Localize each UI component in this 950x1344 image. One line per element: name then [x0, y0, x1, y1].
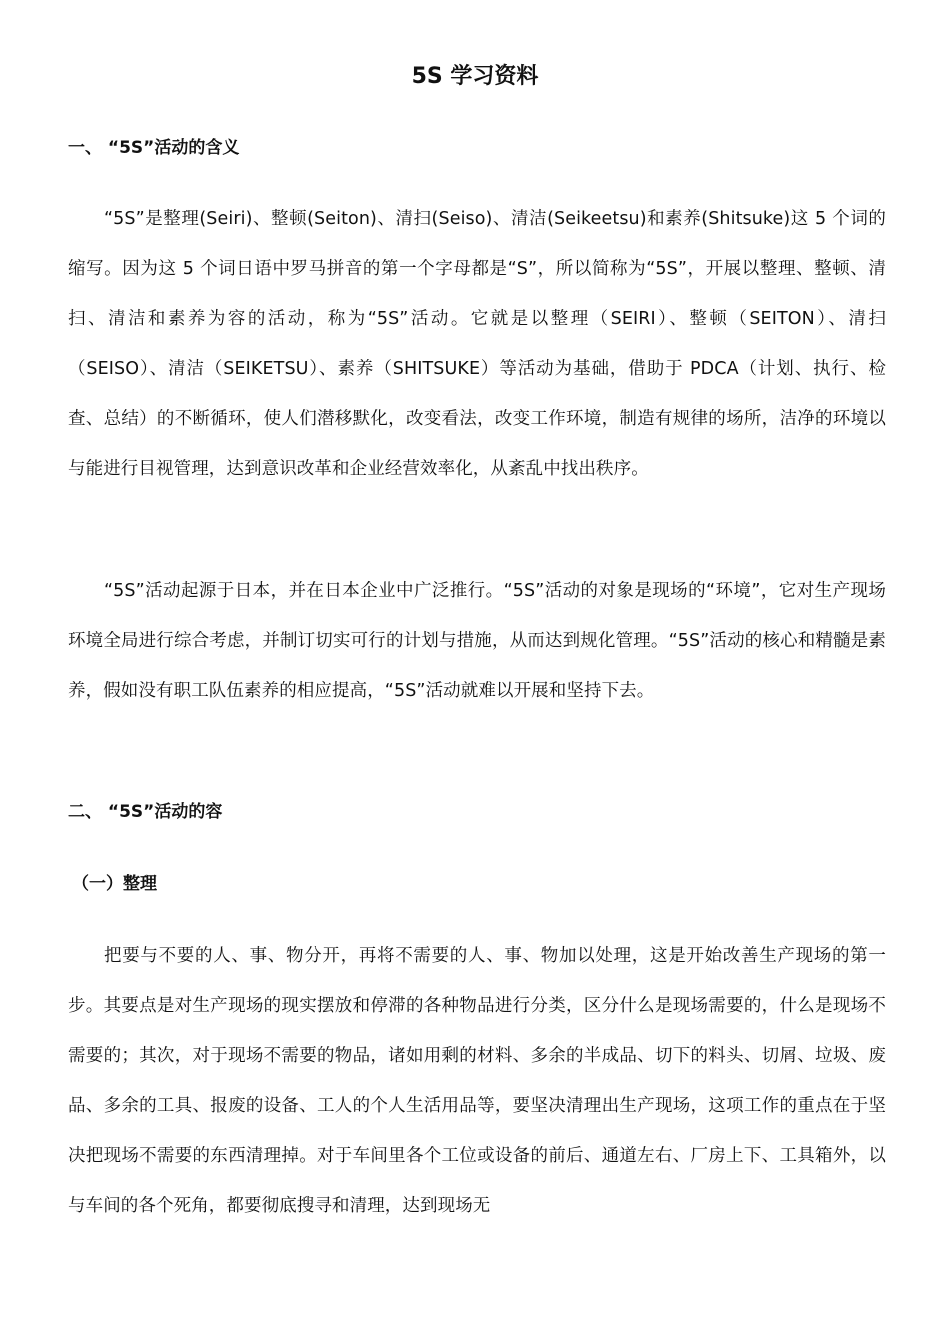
document-title: 5S 学习资料	[411, 64, 539, 89]
section-1-paragraph-2: “5S”活动起源于日本，并在日本企业中广泛推行。“5S”活动的对象是现场的“环境”，它对生产现场环境全局进行综合考虑，并制订切实可行的计划与措施，从而达到规化管理。“5S”活动的核心和精髓是素养，假如没有职工队伍素养的相应提高，“5S”活动就难以开展和坚持下去。	[68, 581, 886, 701]
subsection-1-paragraph: 把要与不要的人、事、物分开，再将不需要的人、事、物加以处理，这是开始改善生产现场的第一步。其要点是对生产现场的现实摆放和停滞的各种物品进行分类，区分什么是现场需要的，什么是现场不需要的；其次，对于现场不需要的物品，诸如用剩的材料、多余的半成品、切下的料头、切屑、垃圾、废品、多余的工具、报废的设备、工人的个人生活用品等，要坚决清理出生产现场，这项工作的重点在于坚决把现场不需要的东西清理掉。对于车间里各个工位或设备的前后、通道左右、厂房上下、工具箱外，以与车间的各个死角，都要彻底搜寻和清理，达到现场无	[68, 946, 886, 1216]
section-1-paragraph-1: “5S”是整理(Seiri)、整顿(Seiton)、清扫(Seiso)、清洁(Seikeetsu)和素养(Shitsuke)这 5 个词的缩写。因为这 5 个词日语中罗马拼音的第一个字母都是“S”，所以简称为“5S”，开展以整理、整顿、清扫、清洁和素养为容的活动，称为“5S”活动。它就是以整理（SEIRI）、整顿（SEITON）、清扫（SEISO）、清洁（SEIKETSU）、素养（SHITSUKE）等活动为基础，借助于 PDCA（计划、执行、检查、总结）的不断循环，使人们潜移默化，改变看法，改变工作环境，制造有规律的场所，洁净的环境以与能进行目视管理，达到意识改革和企业经营效率化，从紊乱中找出秩序。	[68, 209, 886, 479]
section-1-heading: 一、 “5S”活动的含义	[68, 138, 240, 158]
subsection-1-heading: （一）整理	[72, 874, 157, 894]
section-2-heading: 二、 “5S”活动的容	[68, 802, 223, 822]
